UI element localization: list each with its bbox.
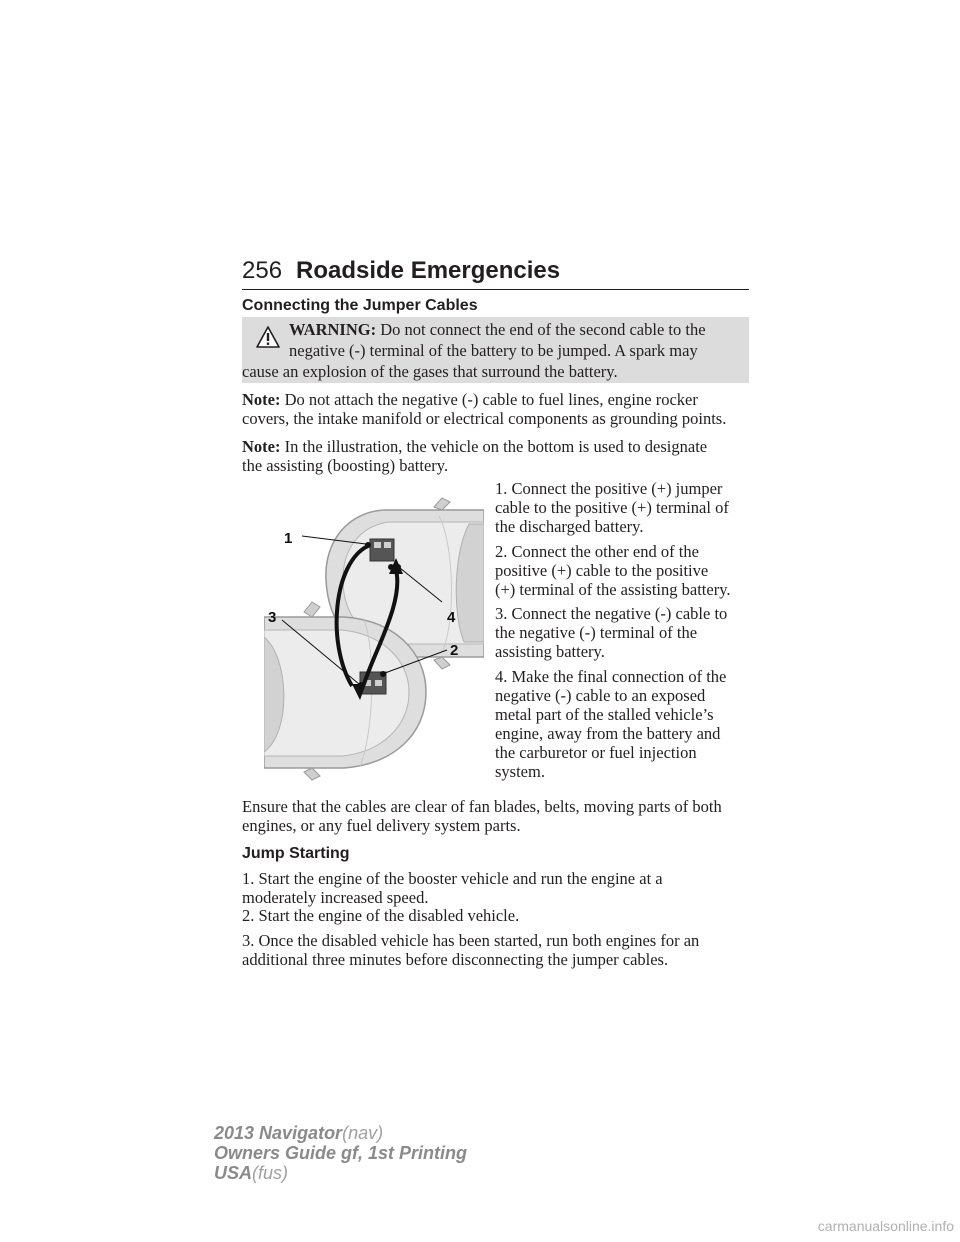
jump-step-3-line: additional three minutes before disconnecting the jumper cables. [242, 950, 669, 969]
step-4-line: engine, away from the battery and [495, 724, 721, 743]
step-3-line: 3. Connect the negative (-) cable to [495, 604, 728, 623]
header-rule [242, 289, 749, 290]
step-4-line: negative (-) cable to an exposed [495, 686, 706, 705]
warning-line-3: cause an explosion of the gases that surround the battery. [242, 362, 618, 381]
jump-step-2 [242, 906, 519, 925]
footer-region: USA [214, 1163, 253, 1183]
section-header-title: Roadside Emergencies [296, 257, 561, 284]
jump-step-1 [242, 869, 663, 907]
footer-region-code: (fus) [252, 1163, 289, 1183]
footer-model: 2013 Navigator [214, 1123, 343, 1143]
note1-line-2: covers, the intake manifold or electrical components as grounding points. [242, 409, 727, 428]
jump-step-2-line: 2. Start the engine of the disabled vehicle. [242, 906, 520, 925]
terminal-dot [395, 564, 401, 570]
jump-step-3 [242, 931, 699, 969]
jumper-cable-diagram [264, 452, 484, 782]
footer-guide: Owners Guide gf, 1st Printing [214, 1143, 468, 1163]
step-2 [495, 542, 731, 599]
step-2-line: positive (+) cable to the positive [495, 561, 709, 580]
note2-line-2: the assisting (boosting) battery. [242, 456, 449, 475]
step-3-line: the negative (-) terminal of the [495, 623, 698, 642]
step-1 [495, 479, 729, 536]
warning-label: WARNING: [289, 320, 377, 339]
footer-line-3 [214, 1163, 288, 1183]
note1-text-1: Do not attach the negative (-) cable to fuel lines, engine rocker [284, 390, 698, 409]
warning-text-1: Do not connect the end of the second cable to the [380, 320, 706, 339]
section-title-jump-starting: Jump Starting [242, 845, 350, 862]
warning-line-2: negative (-) terminal of the battery to be jumped. A spark may [289, 341, 698, 360]
step-4 [495, 667, 726, 781]
ensure-line-1: Ensure that the cables are clear of fan blades, belts, moving parts of both [242, 797, 722, 816]
callout-1: 1 [284, 530, 293, 547]
note2-label: Note: [242, 437, 281, 456]
step-3-line: assisting battery. [495, 642, 605, 661]
note1-label: Note: [242, 390, 281, 409]
step-4-line: 4. Make the final connection of the [495, 667, 727, 686]
step-1-line: 1. Connect the positive (+) jumper [495, 479, 723, 498]
step-3 [495, 604, 727, 661]
callout-3: 3 [268, 609, 277, 626]
terminal-dot [380, 671, 386, 677]
ensure-line-2: engines, or any fuel delivery system parts. [242, 816, 521, 835]
terminal-dot [365, 542, 371, 548]
step-1-line: the discharged battery. [495, 517, 644, 536]
jump-step-1-line: 1. Start the engine of the booster vehicle and run the engine at a [242, 869, 663, 888]
page-number: 256 [242, 257, 283, 284]
step-4-line: the carburetor or fuel injection [495, 743, 697, 762]
footer-line-2 [214, 1143, 467, 1163]
callout-2: 2 [450, 642, 459, 659]
note2-text-1: In the illustration, the vehicle on the bottom is used to designate [284, 437, 708, 456]
terminal-dot [388, 564, 394, 570]
footer-line-1 [214, 1123, 383, 1143]
footer-model-code: (nav) [342, 1123, 384, 1143]
step-2-line: (+) terminal of the assisting battery. [495, 580, 731, 599]
section-title-connecting: Connecting the Jumper Cables [242, 297, 478, 314]
callout-4: 4 [447, 609, 456, 626]
note1-line-1 [242, 390, 698, 409]
jump-step-1-line: moderately increased speed. [242, 888, 429, 907]
step-1-line: cable to the positive (+) terminal of [495, 498, 729, 517]
step-4-line: system. [495, 762, 545, 781]
top-battery-icon [370, 539, 394, 561]
step-4-line: metal part of the stalled vehicle’s [495, 705, 714, 724]
terminal-dot [358, 682, 364, 688]
warning-box [242, 317, 749, 383]
warning-line-1 [289, 320, 706, 339]
jump-step-3-line: 3. Once the disabled vehicle has been started, run both engines for an [242, 931, 700, 950]
warning-triangle-icon [256, 326, 280, 348]
watermark: carmanualsonline.info [817, 1218, 954, 1234]
step-2-line: 2. Connect the other end of the [495, 542, 699, 561]
